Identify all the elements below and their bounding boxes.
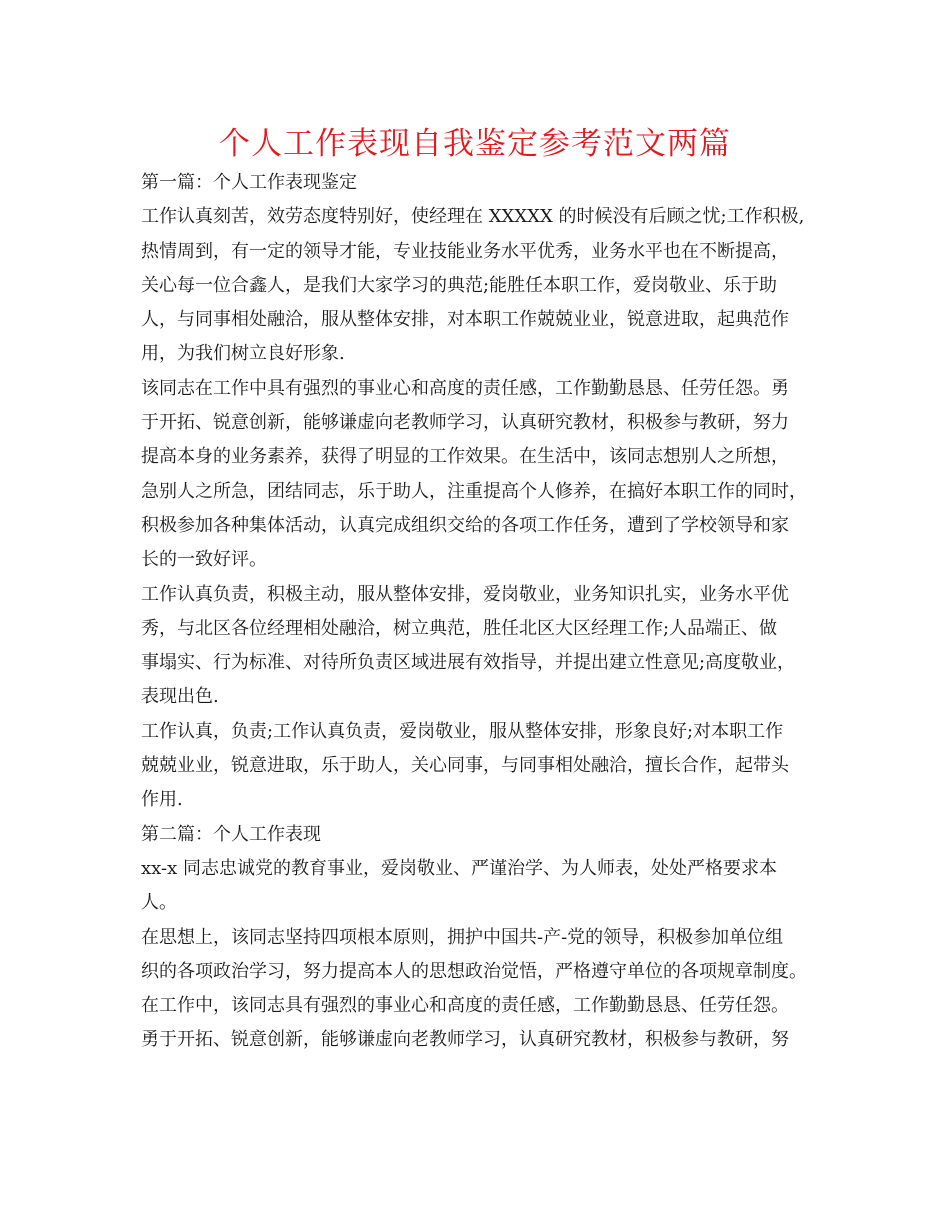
body-line: 热情周到，有一定的领导才能，专业技能业务水平优秀，业务水平也在不断提高， [141,240,789,262]
body-line: 工作认真刻苦，效劳态度特别好，使经理在 XXXXX 的时候没有后顾之忧;工作积极, [141,206,805,228]
section-heading: 第一篇：个人工作表现鉴定 [141,172,357,193]
body-line: 提高本身的业务素养，获得了明显的工作效果。在生活中，该同志想别人之所想， [141,446,789,468]
document-title: 个人工作表现自我鉴定参考范文两篇 [219,126,731,162]
body-line: 长的一致好评。 [141,549,267,571]
body-line: 人，与同事相处融洽，服从整体安排，对本职工作兢兢业业，锐意进取，起典范作 [141,309,789,331]
section-heading: 第二篇：个人工作表现 [141,823,321,845]
body-line: 该同志在工作中具有强烈的事业心和高度的责任感，工作勤勤恳恳、任劳任怨。勇 [141,377,789,399]
body-line: 勇于开拓、锐意创新，能够谦虚向老教师学习，认真研究教材，积极参与教研，努 [141,1029,789,1051]
body-line: xx-x 同志忠诚党的教育事业，爱岗敬业、严谨治学、为人师表，处处严格要求本 [141,857,777,879]
body-line: 工作认真，负责;工作认真负责，爱岗敬业，服从整体安排，形象良好;对本职工作 [141,720,784,742]
body-line: 急别人之所急，团结同志，乐于助人，注重提高个人修养，在搞好本职工作的同时， [141,480,807,502]
body-line: 秀，与北区各位经理相处融洽，树立典范，胜任北区大区经理工作;人品端正、做 [141,617,778,639]
document-body [141,166,821,1058]
body-line: 积极参加各种集体活动，认真完成组织交给的各项工作任务，遭到了学校领导和家 [141,514,789,536]
body-line: 用，为我们树立良好形象. [141,343,345,365]
body-line: 表现出色. [141,686,219,708]
body-line: 关心每一位合鑫人，是我们大家学习的典范;能胜任本职工作，爱岗敬业、乐于助 [141,274,778,296]
body-line: 于开拓、锐意创新，能够谦虚向老教师学习，认真研究教材，积极参与教研，努力 [141,412,789,434]
body-line: 织的各项政治学习，努力提高本人的思想政治觉悟，严格遵守单位的各项规章制度。 [141,960,807,982]
body-line: 人。 [141,892,177,914]
body-line: 工作认真负责，积极主动，服从整体安排，爱岗敬业，业务知识扎实，业务水平优 [141,583,789,605]
body-line: 在工作中，该同志具有强烈的事业心和高度的责任感，工作勤勤恳恳、任劳任怨。 [141,995,789,1017]
body-line: 兢兢业业，锐意进取，乐于助人，关心同事，与同事相处融洽，擅长合作，起带头 [141,755,789,777]
body-line: 在思想上，该同志坚持四项根本原则，拥护中国共-产-党的领导，积极参加单位组 [141,926,784,948]
body-line: 事塌实、行为标准、对待所负责区域进展有效指导，并提出建立性意见;高度敬业， [141,652,796,674]
body-line: 作用. [141,789,183,811]
